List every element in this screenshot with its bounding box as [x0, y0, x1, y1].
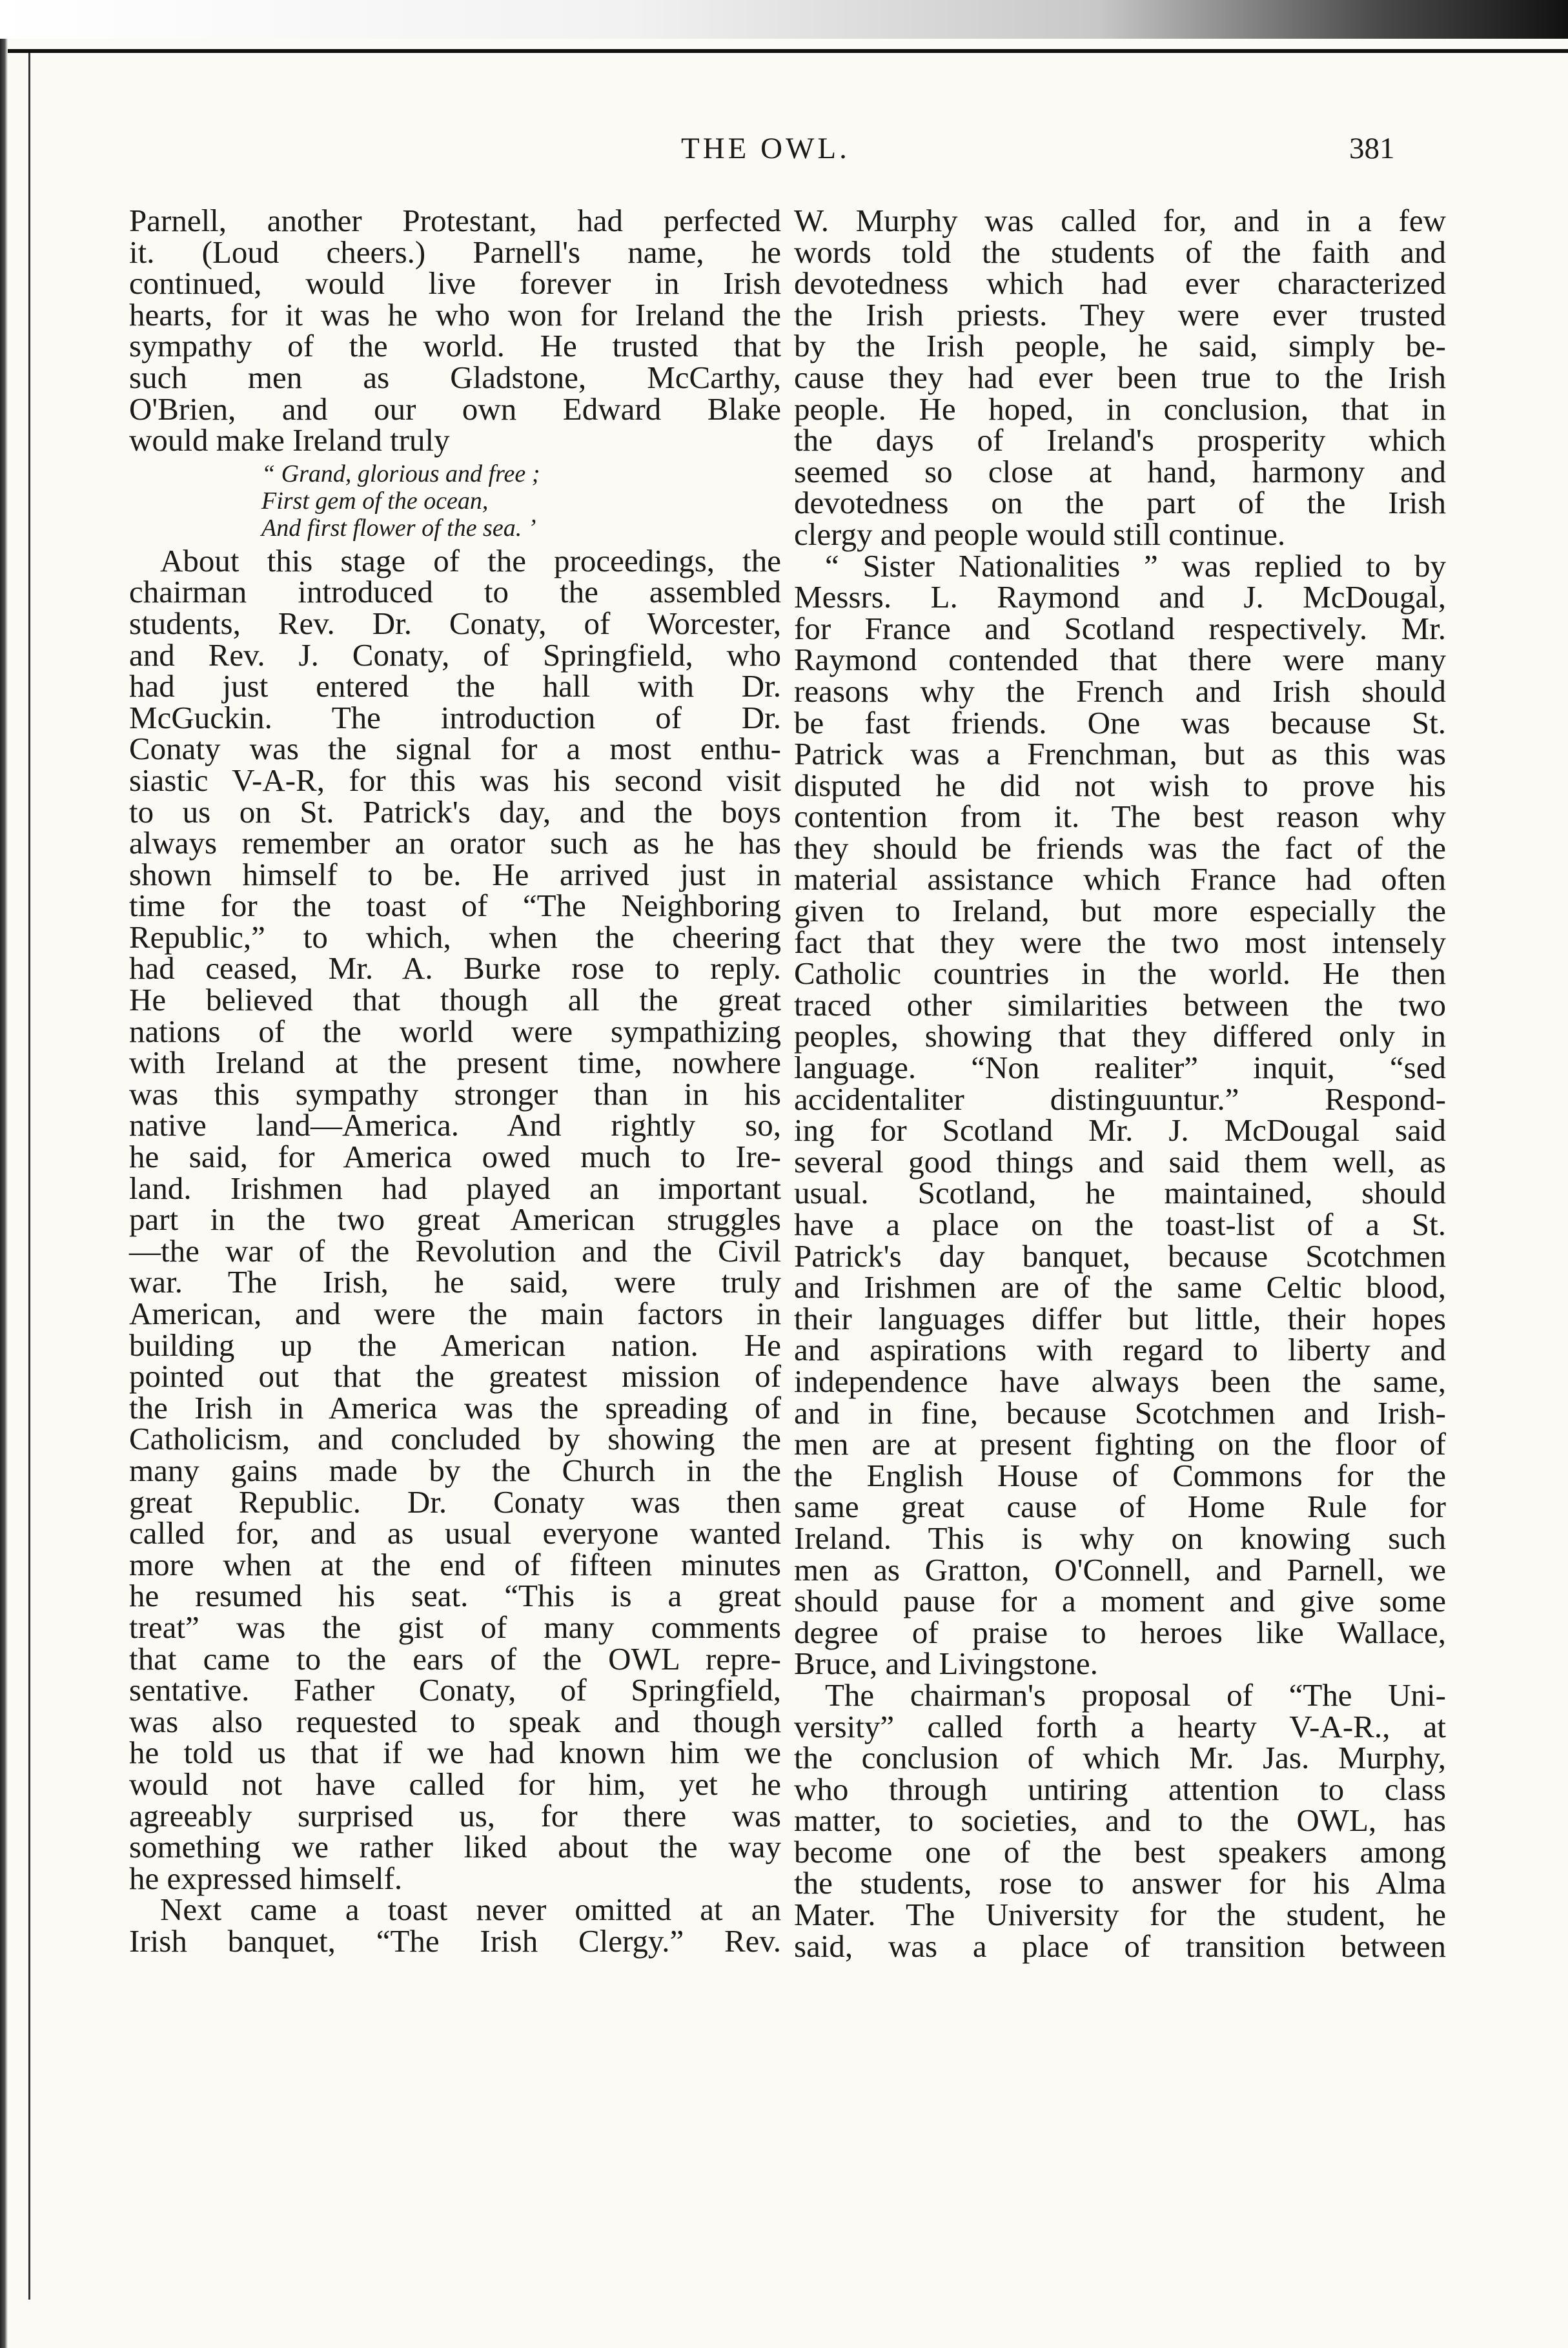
text-line: the students, rose to answer for his Alma: [794, 1865, 1446, 1901]
text-line: be fast friends. One was because St.: [794, 704, 1446, 740]
top-rule: [0, 49, 1568, 53]
text-line: several good things and said them well, as: [794, 1143, 1446, 1179]
scan-top-edge: [0, 0, 1568, 39]
text-line: words told the students of the faith and: [794, 234, 1446, 270]
text-line: time for the toast of “The Neighboring: [129, 888, 781, 924]
text-line: fact that they were the two most intensely: [794, 924, 1446, 960]
text-line: given to Ireland, but more especially the: [794, 893, 1446, 929]
text-line: the conclusion of which Mr. Jas. Murphy,: [794, 1740, 1446, 1776]
text-line: cause they had ever been true to the Irish: [794, 359, 1446, 395]
right-lines: [794, 205, 1446, 1962]
text-line: Ireland. This is why on knowing such: [794, 1520, 1446, 1556]
text-line: many gains made by the Church in the: [129, 1452, 781, 1488]
text-line: he resumed his seat. “This is a great: [129, 1578, 781, 1614]
text-line: part in the two great American struggles: [129, 1201, 781, 1238]
text-line: Bruce, and Livingstone.: [794, 1646, 1098, 1682]
text-line: chairman introduced to the assembled: [129, 574, 781, 610]
text-line: he told us that if we had known him we: [129, 1735, 781, 1771]
text-line: more when at the end of fifteen minutes: [129, 1546, 781, 1582]
text-line: devotedness on the part of the Irish: [794, 485, 1446, 521]
text-line: great Republic. Dr. Conaty was then: [129, 1484, 781, 1520]
text-line: the days of Ireland's prosperity which: [794, 422, 1446, 458]
text-line: to us on St. Patrick's day, and the boys: [129, 793, 781, 830]
text-line: Mater. The University for the student, he: [794, 1897, 1446, 1933]
text-line: Republic,” to which, when the cheering: [129, 919, 781, 955]
right-column: [794, 205, 1446, 1962]
poem-line: “ Grand, glorious and free ;: [261, 460, 540, 487]
text-line: by the Irish people, he said, simply be-: [794, 328, 1446, 364]
text-line: pointed out that the greatest mission of: [129, 1358, 781, 1394]
page-number: 381: [1349, 132, 1395, 165]
text-line: something we rather liked about the way: [129, 1829, 781, 1865]
text-line: always remember an orator such as he has: [129, 825, 781, 861]
text-line: continued, would live forever in Irish: [129, 265, 781, 301]
text-line: hearts, for it was he who won for Ireland the: [129, 296, 781, 332]
text-line: land. Irishmen had played an important: [129, 1170, 781, 1206]
text-line: shown himself to be. He arrived just in: [129, 856, 781, 892]
text-line: “ Sister Nationalities ” was replied to by: [825, 547, 1446, 584]
text-line: same great cause of Home Rule for: [794, 1489, 1446, 1525]
text-line: independence have always been the same,: [794, 1363, 1446, 1399]
left-lines-b: [129, 542, 781, 1959]
text-line: he expressed himself.: [129, 1860, 403, 1896]
left-column: [129, 205, 781, 1957]
text-line: Raymond contended that there were many: [794, 642, 1446, 678]
text-line: Patrick was a Frenchman, but as this was: [794, 736, 1446, 772]
text-line: sentative. Father Conaty, of Springfield,: [129, 1672, 781, 1708]
scan-binding-edge: [0, 39, 8, 2348]
text-line: W. Murphy was called for, and in a few: [794, 203, 1446, 238]
text-line: they should be friends was the fact of the: [794, 830, 1446, 866]
text-line: nations of the world were sympathizing: [129, 1013, 781, 1049]
text-line: American, and were the main factors in: [129, 1296, 781, 1331]
left-lines-a: [129, 205, 781, 456]
text-line: had just entered the hall with Dr.: [129, 668, 781, 704]
text-line: degree of praise to heroes like Wallace,: [794, 1614, 1446, 1650]
text-line: clergy and people would still continue.: [794, 516, 1286, 552]
poem-line: First gem of the ocean,: [261, 487, 489, 515]
text-line: McGuckin. The introduction of Dr.: [129, 699, 781, 735]
text-line: Parnell, another Protestant, had perfected: [129, 203, 781, 238]
text-line: Messrs. L. Raymond and J. McDougal,: [794, 579, 1446, 615]
text-line: he said, for America owed much to Ire-: [129, 1139, 781, 1175]
text-line: Next came a toast never omitted at an: [160, 1892, 781, 1928]
text-line: treat” was the gist of many comments: [129, 1609, 781, 1645]
text-line: devotedness which had ever characterized: [794, 265, 1446, 301]
text-line: language. “Non realiter” inquit, “sed: [794, 1050, 1446, 1086]
text-line: was this sympathy stronger than in his: [129, 1076, 781, 1112]
text-line: it. (Loud cheers.) Parnell's name, he: [129, 234, 781, 270]
text-line: seemed so close at hand, harmony and: [794, 453, 1446, 489]
text-line: He believed that though all the great: [129, 982, 781, 1018]
poem-block: [129, 460, 781, 542]
text-line: the Irish priests. They were ever trusted: [794, 296, 1446, 332]
text-line: people. He hoped, in conclusion, that in: [794, 391, 1446, 427]
text-line: Catholic countries in the world. He then: [794, 955, 1446, 992]
text-line: disputed he did not wish to prove his: [794, 767, 1446, 803]
text-line: accidentaliter distinguuntur.” Respond-: [794, 1081, 1446, 1117]
text-line: sympathy of the world. He trusted that: [129, 328, 781, 364]
text-line: siastic V-A-R, for this was his second visit: [129, 762, 781, 798]
text-line: would not have called for him, yet he: [129, 1766, 781, 1802]
poem-line: And first flower of the sea. ’: [261, 514, 536, 542]
left-rule: [28, 53, 30, 2300]
text-line: material assistance which France had often: [794, 861, 1446, 897]
text-line: that came to the ears of the OWL repre-: [129, 1640, 781, 1677]
text-line: and in fine, because Scotchmen and Irish-: [794, 1394, 1446, 1431]
text-line: About this stage of the proceedings, the: [160, 542, 781, 578]
text-line: Catholicism, and concluded by showing the: [129, 1421, 781, 1457]
text-line: O'Brien, and our own Edward Blake: [129, 391, 781, 427]
text-line: had ceased, Mr. A. Burke rose to reply.: [129, 950, 781, 986]
text-line: contention from it. The best reason why: [794, 799, 1446, 835]
text-line: versity” called forth a hearty V-A-R., at: [794, 1708, 1446, 1744]
text-line: called for, and as usual everyone wanted: [129, 1515, 781, 1551]
text-line: men are at present fighting on the floor of: [794, 1426, 1446, 1462]
text-line: should pause for a moment and give some: [794, 1583, 1446, 1619]
text-line: who through untiring attention to class: [794, 1771, 1446, 1807]
text-line: Conaty was the signal for a most enthu-: [129, 731, 781, 767]
text-line: the Irish in America was the spreading of: [129, 1389, 781, 1425]
text-line: agreeably surprised us, for there was: [129, 1797, 781, 1833]
text-line: Patrick's day banquet, because Scotchmen: [794, 1238, 1446, 1274]
text-line: peoples, showing that they differed only in: [794, 1018, 1446, 1054]
text-line: and Rev. J. Conaty, of Springfield, who: [129, 637, 781, 673]
text-line: war. The Irish, he said, were truly: [129, 1264, 781, 1300]
text-line: traced other similarities between the two: [794, 986, 1446, 1023]
text-line: usual. Scotland, he maintained, should: [794, 1175, 1446, 1211]
text-line: said, was a place of transition between: [794, 1928, 1446, 1964]
text-line: such men as Gladstone, McCarthy,: [129, 359, 781, 395]
text-line: The chairman's proposal of “The Uni-: [825, 1677, 1446, 1713]
text-line: and Irishmen are of the same Celtic blood,: [794, 1269, 1446, 1305]
text-line: ing for Scotland Mr. J. McDougal said: [794, 1112, 1446, 1148]
text-line: —the war of the Revolution and the Civil: [129, 1232, 781, 1269]
text-line: reasons why the French and Irish should: [794, 673, 1446, 709]
running-title: THE OWL.: [681, 132, 850, 165]
text-line: native land—America. And rightly so,: [129, 1107, 781, 1143]
text-line: men as Gratton, O'Connell, and Parnell, we: [794, 1551, 1446, 1587]
text-line: was also requested to speak and though: [129, 1703, 781, 1739]
text-line: matter, to societies, and to the OWL, has: [794, 1802, 1446, 1839]
text-line: would make Ireland truly: [129, 422, 450, 458]
text-line: and aspirations with regard to liberty and: [794, 1332, 1446, 1368]
text-line: with Ireland at the present time, nowhere: [129, 1045, 781, 1081]
text-line: for France and Scotland respectively. Mr.: [794, 610, 1446, 646]
text-line: their languages differ but little, their hopes: [794, 1300, 1446, 1336]
text-line: Irish banquet, “The Irish Clergy.” Rev.: [129, 1923, 781, 1959]
text-line: have a place on the toast-list of a St.: [794, 1207, 1446, 1242]
text-line: the English House of Commons for the: [794, 1457, 1446, 1493]
text-line: building up the American nation. He: [129, 1327, 781, 1363]
text-line: become one of the best speakers among: [794, 1833, 1446, 1870]
text-line: students, Rev. Dr. Conaty, of Worcester,: [129, 605, 781, 641]
